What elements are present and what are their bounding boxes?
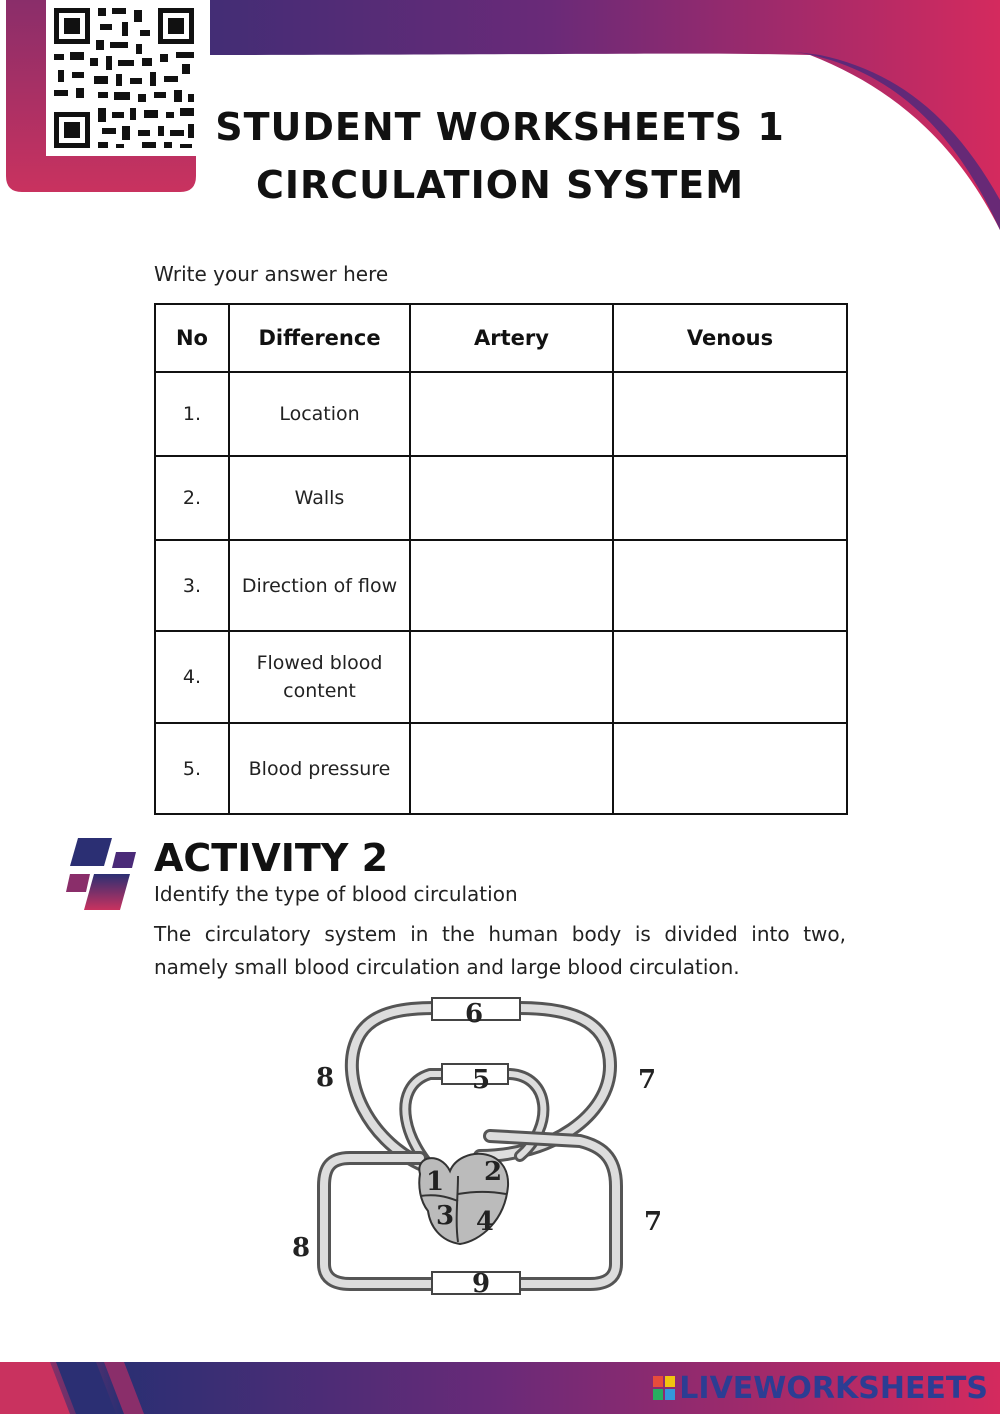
qr-code: [46, 0, 202, 156]
table-row: [155, 372, 847, 456]
diagram-label-7-top: 7: [638, 1065, 657, 1095]
row-difference: Flowed blood content: [229, 631, 410, 723]
header-no: No: [155, 304, 229, 372]
header-difference: Difference: [229, 304, 410, 372]
row-difference: Walls: [229, 456, 410, 540]
qr-code-icon: [46, 0, 202, 156]
activity-paragraph: The circulatory system in the human body is divided into two, namely small blood circulation and large blood circulation.: [154, 922, 846, 979]
table-row: [155, 456, 847, 540]
title-line-2: CIRCULATION SYSTEM: [255, 163, 745, 207]
header-venous: Venous: [613, 304, 847, 372]
venous-answer-cell[interactable]: [613, 540, 847, 631]
instruction-text: Write your answer here: [154, 262, 389, 286]
liveworksheets-logo-icon: [653, 1376, 675, 1400]
venous-answer-cell[interactable]: [613, 372, 847, 456]
activity-title: ACTIVITY 2: [154, 836, 389, 880]
header-artery: Artery: [410, 304, 613, 372]
artery-answer-cell[interactable]: [410, 540, 613, 631]
table-row: [155, 631, 847, 723]
diagram-label-6: 6: [465, 999, 484, 1029]
answer-table: [154, 303, 848, 815]
diagram-label-5: 5: [472, 1065, 491, 1095]
title-line-1: STUDENT WORKSHEETS 1: [215, 105, 785, 149]
parallelogram-blocks-icon: [64, 836, 136, 912]
diagram-label-2: 2: [484, 1157, 503, 1187]
brand-name: LIVEWORKSHEETS: [679, 1370, 988, 1406]
diagram-label-7-bottom: 7: [644, 1207, 663, 1237]
row-number: 4.: [155, 631, 229, 723]
artery-answer-cell[interactable]: [410, 456, 613, 540]
row-number: 1.: [155, 372, 229, 456]
row-number: 2.: [155, 456, 229, 540]
row-number: 3.: [155, 540, 229, 631]
row-difference: Location: [229, 372, 410, 456]
row-difference: Blood pressure: [229, 723, 410, 814]
diagram-label-1: 1: [426, 1167, 445, 1197]
venous-answer-cell[interactable]: [613, 631, 847, 723]
page-title: [200, 98, 800, 214]
table-header-row: [155, 304, 847, 372]
artery-answer-cell[interactable]: [410, 631, 613, 723]
diagram-label-3: 3: [436, 1201, 455, 1231]
table-row: [155, 540, 847, 631]
diagram-label-9: 9: [472, 1269, 491, 1296]
activity-subtitle: Identify the type of blood circulation: [154, 882, 518, 906]
diagram-label-4: 4: [476, 1207, 495, 1237]
row-difference: Direction of flow: [229, 540, 410, 631]
liveworksheets-logo: [653, 1370, 988, 1406]
artery-answer-cell[interactable]: [410, 372, 613, 456]
diagram-label-8-top: 8: [316, 1063, 335, 1093]
blood-circulation-diagram: [280, 996, 680, 1296]
row-number: 5.: [155, 723, 229, 814]
venous-answer-cell[interactable]: [613, 723, 847, 814]
artery-answer-cell[interactable]: [410, 723, 613, 814]
diagram-label-8-bottom: 8: [292, 1233, 311, 1263]
venous-answer-cell[interactable]: [613, 456, 847, 540]
table-row: [155, 723, 847, 814]
